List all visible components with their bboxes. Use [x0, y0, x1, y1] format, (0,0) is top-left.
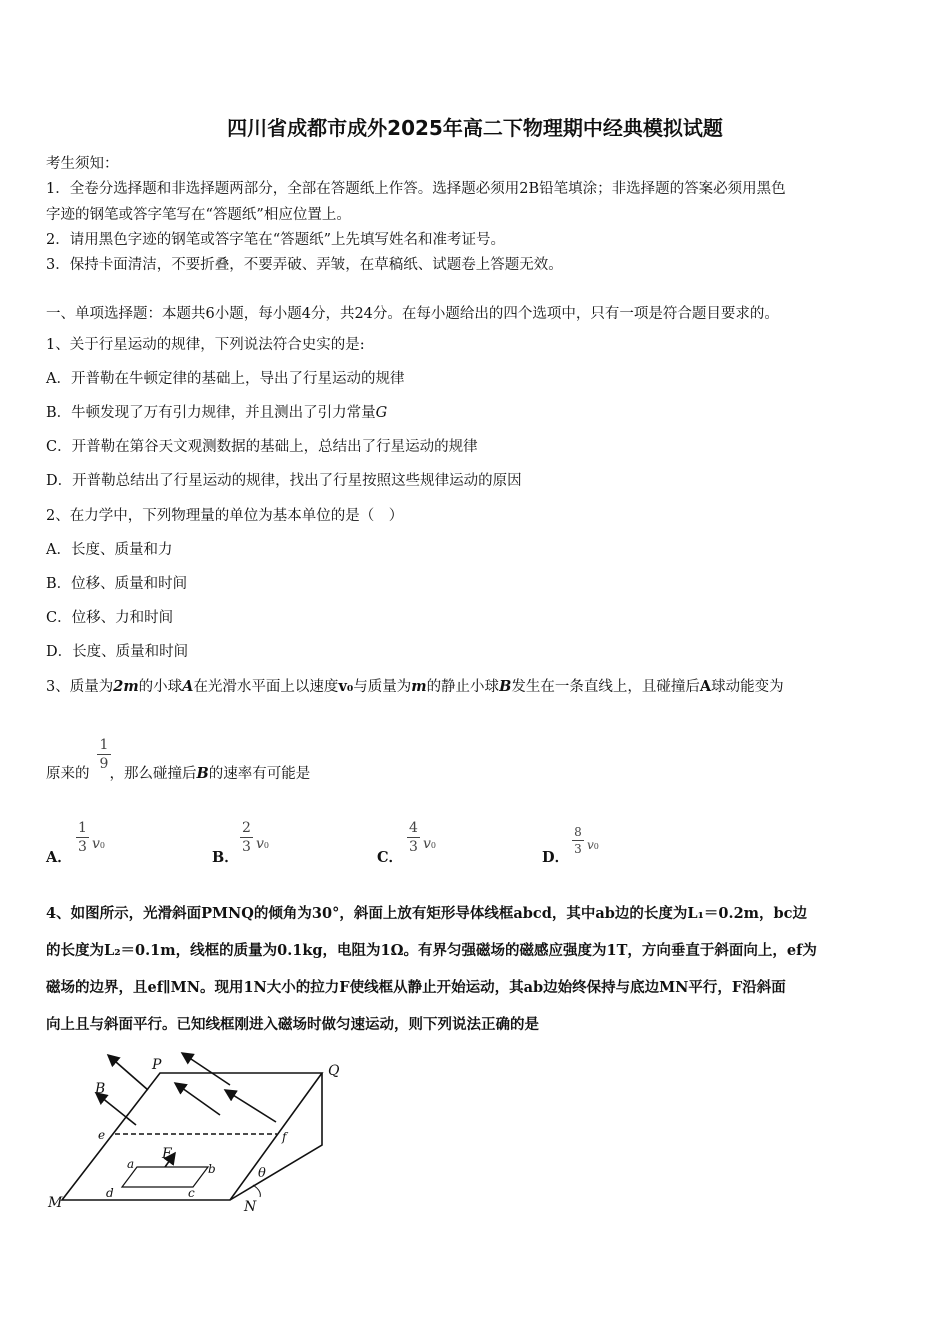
q3-option-d-label: D．	[542, 849, 570, 866]
fraction-denominator: 3	[574, 842, 582, 856]
field-arrow	[96, 1093, 136, 1125]
q2-option-a: A．长度、质量和力	[46, 542, 173, 558]
q3-option-b-fraction	[240, 820, 253, 855]
label-q: Q	[328, 1063, 340, 1079]
velocity-subscript: 0	[99, 841, 106, 850]
q3-text: 在光滑水平面上以速度	[193, 679, 339, 695]
q3-text: ，那么碰撞后	[109, 766, 197, 782]
fraction-denominator: 3	[409, 839, 418, 855]
velocity-subscript: 0	[430, 841, 437, 850]
label-p: P	[152, 1057, 162, 1073]
label-b-corner: b	[208, 1162, 216, 1176]
notice-item-1: 1．全卷分选择题和非选择题两部分，全部在答题纸上作答。选择题必须用2B铅笔填涂；非选择题的答案必须用黑色	[46, 181, 786, 197]
q3-option-c-fraction	[407, 820, 420, 855]
fraction-denominator: 3	[78, 839, 87, 855]
q3-option-d-velocity	[587, 838, 599, 852]
notice-heading: 考生须知：	[46, 156, 119, 172]
q3-text: 与质量为	[353, 679, 412, 695]
q3-mass-m: m	[411, 678, 427, 695]
q1-option-b	[46, 401, 387, 422]
label-f: f	[282, 1130, 287, 1144]
q3-text: 的小球	[138, 679, 183, 695]
q1-option-b-symbol: G	[375, 405, 388, 421]
q4-line-4: 向上且与斜面平行。已知线框刚进入磁场时做匀速运动，则下列说法正确的是	[46, 1016, 539, 1033]
notice-item-1-cont: 字迹的钢笔或答字笔写在“答题纸”相应位置上。	[46, 207, 351, 223]
velocity-symbol: v	[423, 836, 431, 852]
fraction-numerator: 4	[409, 820, 418, 836]
q3-option-c-velocity	[423, 836, 436, 852]
fraction-denominator: 9	[99, 756, 109, 772]
q1-option-a: A．开普勒在牛顿定律的基础上，导出了行星运动的规律	[46, 371, 405, 387]
q3-option-c-label: C．	[377, 849, 404, 866]
q3-ball-b: B	[499, 678, 512, 695]
q4-line-1: 4、如图所示，光滑斜面PMNQ的倾角为30°，斜面上放有矩形导体线框abcd，其中ab边的长度为L₁＝0.2m，bc边	[46, 905, 807, 922]
velocity-symbol: v	[92, 836, 100, 852]
q3-option-b-velocity	[256, 836, 269, 852]
q3-option-b-label: B．	[212, 849, 239, 866]
label-c: c	[188, 1186, 195, 1200]
notice-item-3: 3．保持卡面清洁，不要折叠，不要弄破、弄皱，在草稿纸、试题卷上答题无效。	[46, 257, 563, 273]
field-arrow	[108, 1055, 148, 1090]
label-d: d	[106, 1186, 114, 1200]
q3-text: 球动能变为	[711, 679, 784, 695]
velocity-symbol: v	[587, 838, 594, 852]
page-title: 四川省成都市成外2025年高二下物理期中经典模拟试题	[227, 116, 723, 140]
q3-option-d-fraction	[572, 825, 584, 856]
q3-ball-b: B	[196, 765, 209, 782]
q3-text: 的速率有可能是	[208, 766, 311, 782]
q1-stem: 1、关于行星运动的规律，下列说法符合史实的是:	[46, 337, 365, 353]
notice-item-2: 2．请用黑色字迹的钢笔或答字笔在“答题纸”上先填写姓名和准考证号。	[46, 232, 506, 248]
q2-option-b: B．位移、质量和时间	[46, 576, 188, 592]
velocity-symbol: v	[256, 836, 264, 852]
q3-ball-a: A	[699, 678, 712, 695]
q3-text: 的静止小球	[426, 679, 500, 695]
q3-option-a-fraction	[76, 820, 89, 855]
field-arrow	[225, 1090, 276, 1122]
velocity-subscript: 0	[263, 841, 270, 850]
q4-stem	[46, 895, 908, 1043]
wire-frame	[122, 1167, 208, 1187]
q3-ball-a: A	[182, 678, 194, 695]
label-b-field: B	[95, 1081, 106, 1097]
q3-text: 3、质量为	[46, 679, 114, 695]
label-n: N	[244, 1199, 257, 1215]
q3-option-a-label: A．	[46, 849, 72, 866]
q1-option-c: C．开普勒在第谷天文观测数据的基础上，总结出了行星运动的规律	[46, 439, 478, 455]
label-e: e	[98, 1128, 106, 1142]
q2-option-d: D．长度、质量和时间	[46, 644, 189, 660]
q3-stem-line1	[46, 675, 784, 696]
q1-option-d: D．开普勒总结出了行星运动的规律，找出了行星按照这些规律运动的原因	[46, 473, 522, 489]
field-arrow	[175, 1083, 220, 1115]
section-heading: 一、单项选择题：本题共6小题，每小题4分，共24分。在每小题给出的四个选项中，只有一项是符合题目要求的。	[46, 306, 779, 322]
fraction-numerator: 2	[242, 820, 251, 836]
q2-stem: 2、在力学中，下列物理量的单位为基本单位的是（ ）	[46, 508, 404, 524]
q1-option-b-text: B．牛顿发现了万有引力规律，并且测出了引力常量	[46, 405, 376, 421]
label-force: F	[162, 1146, 172, 1162]
label-a: a	[127, 1157, 135, 1171]
velocity-subscript: 0	[593, 842, 599, 851]
angle-arc	[253, 1185, 260, 1197]
q2-option-c: C．位移、力和时间	[46, 610, 174, 626]
fraction-numerator: 8	[574, 825, 582, 839]
q3-text: 原来的	[46, 766, 90, 782]
label-m: M	[48, 1195, 63, 1211]
q3-text: 发生在一条直线上，且碰撞后	[511, 679, 700, 695]
q3-mass-2m: 2m	[113, 678, 139, 695]
fraction-denominator: 3	[242, 839, 251, 855]
label-theta: θ	[258, 1166, 266, 1181]
q3-velocity: v₀	[338, 678, 354, 695]
q4-line-2: 的长度为L₂＝0.1m，线框的质量为0.1kg，电阻为1Ω。有界匀强磁场的磁感应强度为1T，方向垂直于斜面向上，ef为	[46, 942, 817, 959]
q4-line-3: 磁场的边界，且ef∥MN。现用1N大小的拉力F使线框从静止开始运动，其ab边始终保持与底边MN平行，F沿斜面	[46, 979, 786, 996]
fraction-numerator: 1	[78, 820, 87, 836]
field-arrow	[182, 1053, 230, 1085]
incline-figure	[40, 1045, 360, 1220]
fraction-numerator: 1	[99, 737, 109, 753]
q3-option-a-velocity	[92, 836, 105, 852]
q3-stem-line2	[46, 762, 310, 783]
